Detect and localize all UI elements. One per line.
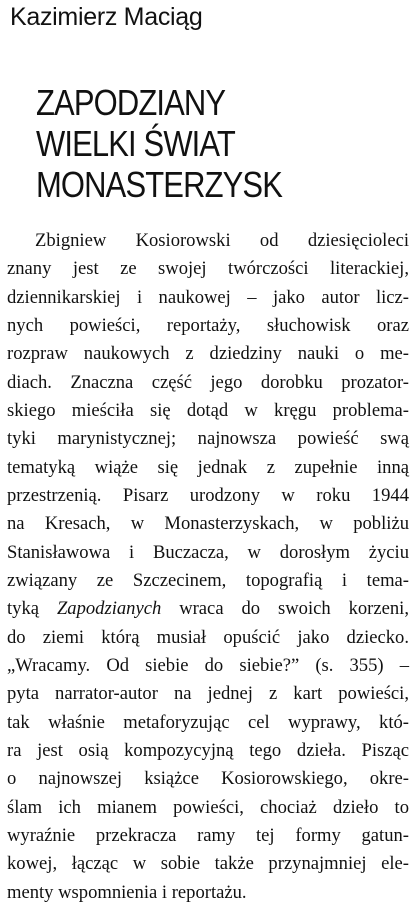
body-line: pyta narrator-autor na jednej z kart powieści, [7, 683, 409, 705]
article-title [36, 82, 282, 205]
body-line: skiego mieściła się dotąd w kręgu problema- [7, 399, 409, 421]
body-line: menty wspomnienia i reportażu. [7, 881, 247, 903]
body-line: dziennikarskiej i naukowej – jako autor licz- [7, 286, 409, 308]
body-line: o najnowszej książce Kosiorowskiego, okre- [7, 768, 409, 790]
body-line: wyraźnie przekracza ramy tej formy gatun- [7, 824, 409, 846]
body-line: tematyką wiąże się jednak z zupełnie inną [7, 456, 409, 478]
body-line: Zbigniew Kosiorowski od dziesięcioleci [35, 230, 409, 251]
body-line: „Wracamy. Od siebie do siebie?” (s. 355) – [7, 654, 409, 676]
italic-book-title: Zapodzianych [56, 598, 162, 620]
body-line: znany jest ze swojej twórczości literackiej, [7, 258, 409, 280]
body-line: rozpraw naukowych z dziedziny nauki o me- [7, 343, 409, 365]
author-name: Kazimierz Maciąg [10, 3, 203, 31]
title-line: WIELKI ŚWIAT [36, 123, 235, 164]
body-line: związany ze Szczecinem, topografią i tema- [7, 569, 409, 591]
body-line: nych powieści, reportaży, słuchowisk oraz [7, 314, 409, 336]
title-line: MONASTERZYSK [36, 164, 283, 205]
body-line: Stanisławowa i Buczacza, w dorosłym życiu [7, 541, 409, 563]
body-line: do ziemi którą musiał opuścić jako dziecko. [7, 626, 409, 648]
body-line: diach. Znaczna część jego dorobku prozator- [7, 371, 409, 393]
body-line: ślam ich mianem powieści, chociaż dzieło to [7, 796, 409, 818]
title-line: ZAPODZIANY [36, 82, 226, 123]
body-text-segment: wraca do swoich korzeni, [179, 598, 409, 620]
article-body [7, 227, 409, 907]
body-line: przestrzenią. Pisarz urodzony w roku 1944 [7, 484, 409, 506]
body-line: na Kresach, w Monasterzyskach, w pobliżu [7, 513, 409, 535]
body-line-with-italic [7, 595, 409, 623]
body-text-segment: tyką [7, 598, 40, 620]
body-line: kowej, łącząc w sobie także przynajmniej ele- [7, 853, 409, 875]
body-line: ra jest osią kompozycyjną tego dzieła. Pisząc [7, 739, 409, 761]
body-line: tak właśnie metaforyzując cel wyprawy, któ- [7, 711, 409, 733]
body-line: tyki marynistycznej; najnowsza powieść swą [7, 428, 409, 450]
